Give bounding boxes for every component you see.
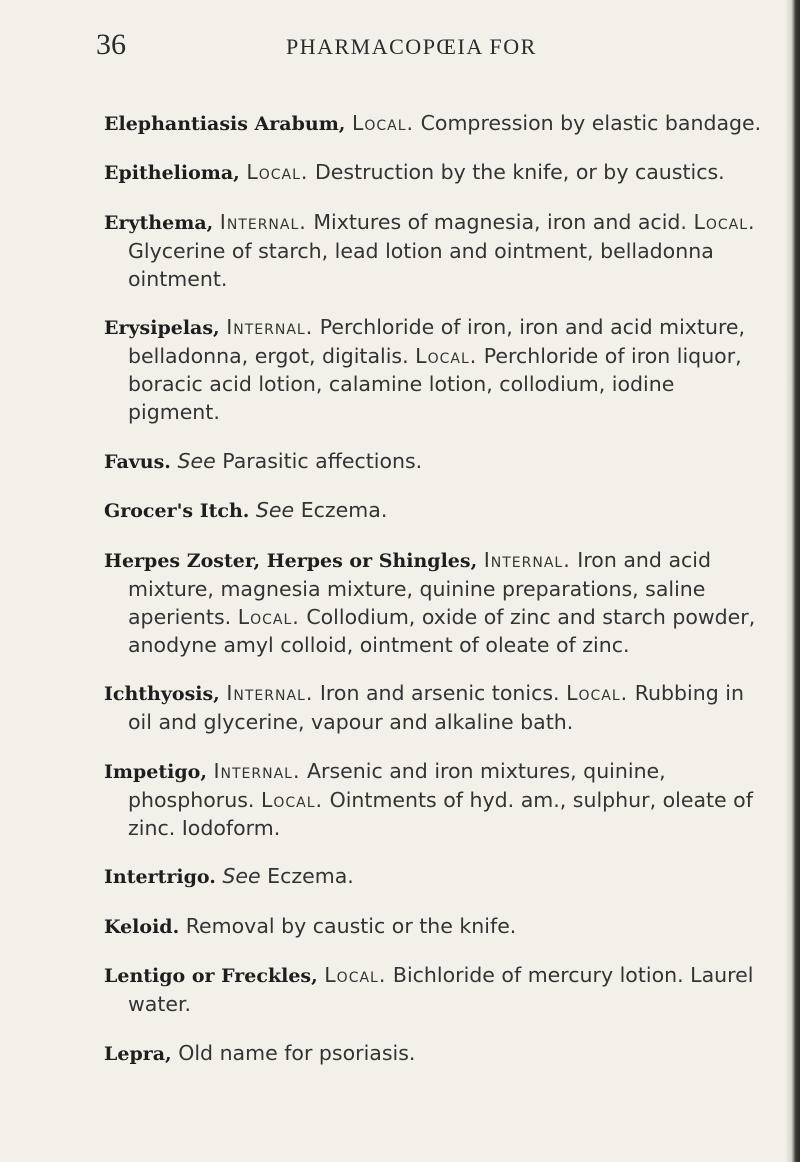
see-reference: See [255,498,295,522]
entry-herpes-zoster [104,546,764,659]
entry-term: Herpes Zoster, Herpes or Shingles, [104,549,478,572]
entry-label: Internal. [213,758,301,783]
entry-text: Mixtures of magnesia, iron and acid. [313,209,687,234]
entry-erythema [104,208,764,293]
page-header [96,28,756,68]
entry-term: Keloid. [104,915,180,938]
entry-term: Elephantiasis Arabum, [104,112,346,135]
entry-label: Internal. [483,547,571,572]
entry-text: Iron and acid mixture, magnesia mixture, quinine preparations, saline aperients. [128,547,711,629]
entry-term: Erysipelas, [104,317,220,339]
entry-intertrigo [104,862,764,891]
entry-text: Ointments of hyd. am., sulphur, oleate of zinc. Iodoform. [128,787,753,840]
entry-term: Favus. [104,450,171,473]
entry-lentigo [104,961,764,1018]
entry-label: Local. [260,787,324,812]
entry-label: Internal. [226,315,314,339]
entry-label: Local. [566,681,629,705]
entry-text: Eczema. [267,864,354,888]
entry-term: Lentigo or Freckles, [104,965,318,987]
entry-label: Internal. [226,681,314,705]
entry-impetigo [104,757,764,842]
entry-favus [104,447,764,476]
entry-text: Rubbing in oil and glycerine, vapour and alkaline bath. [128,681,744,734]
entry-term: Erythema, [104,211,214,234]
entry-grocers-itch [104,496,764,525]
entry-epithelioma [104,158,764,187]
entry-erysipelas [104,313,764,426]
see-reference: See [222,864,261,888]
entry-label: Local. [324,963,387,987]
entry-text: Removal by caustic or the knife. [185,913,517,938]
entry-term: Grocer's Itch. [104,500,250,522]
entry-text: Perchloride of iron liquor, boracic acid lotion, calamine lotion, collodium, iodine pigment. [128,344,742,424]
entry-label: Local. [351,110,415,135]
running-head: PHARMACOPŒIA FOR [286,34,537,59]
entry-term: Epithelioma, [104,162,240,184]
entry-text: Collodium, oxide of zinc and starch powder, anodyne amyl colloid, ointment of oleate of zinc. [128,604,756,657]
entry-keloid [104,912,764,941]
entry-label: Local. [693,209,756,234]
entry-term: Intertrigo. [104,866,216,888]
entry-list [104,88,764,1086]
entry-text: Bichloride of mercury lotion. Laurel water. [128,963,754,1016]
entry-label: Local. [246,160,309,184]
entry-text: Iron and arsenic tonics. [319,681,560,705]
entry-text: Glycerine of starch, lead lotion and ointment, belladonna ointment. [128,238,714,291]
entry-lepra [104,1039,764,1068]
page-edge-shadow [786,0,800,1162]
entry-label: Internal. [219,209,307,234]
entry-text: Parasitic affections. [222,448,423,473]
entry-text: Destruction by the knife, or by caustics. [314,160,725,184]
entry-term: Impetigo, [104,760,207,783]
entry-label: Local. [415,344,478,368]
entry-text: Arsenic and iron mixtures, quinine, phosphorus. [128,758,666,812]
entry-ichthyosis [104,679,764,736]
entry-text: Perchloride of iron, iron and acid mixture, belladonna, ergot, digitalis. [128,315,746,368]
entry-text: Old name for psoriasis. [178,1040,416,1065]
see-reference: See [177,448,216,473]
entry-term: Ichthyosis, [104,683,220,705]
entry-term: Lepra, [104,1042,172,1065]
entry-elephantiasis [104,109,764,138]
page-number: 36 [96,28,126,61]
entry-text: Eczema. [300,498,388,522]
entry-label: Local. [237,604,300,629]
entry-text: Compression by elastic bandage. [420,110,762,135]
